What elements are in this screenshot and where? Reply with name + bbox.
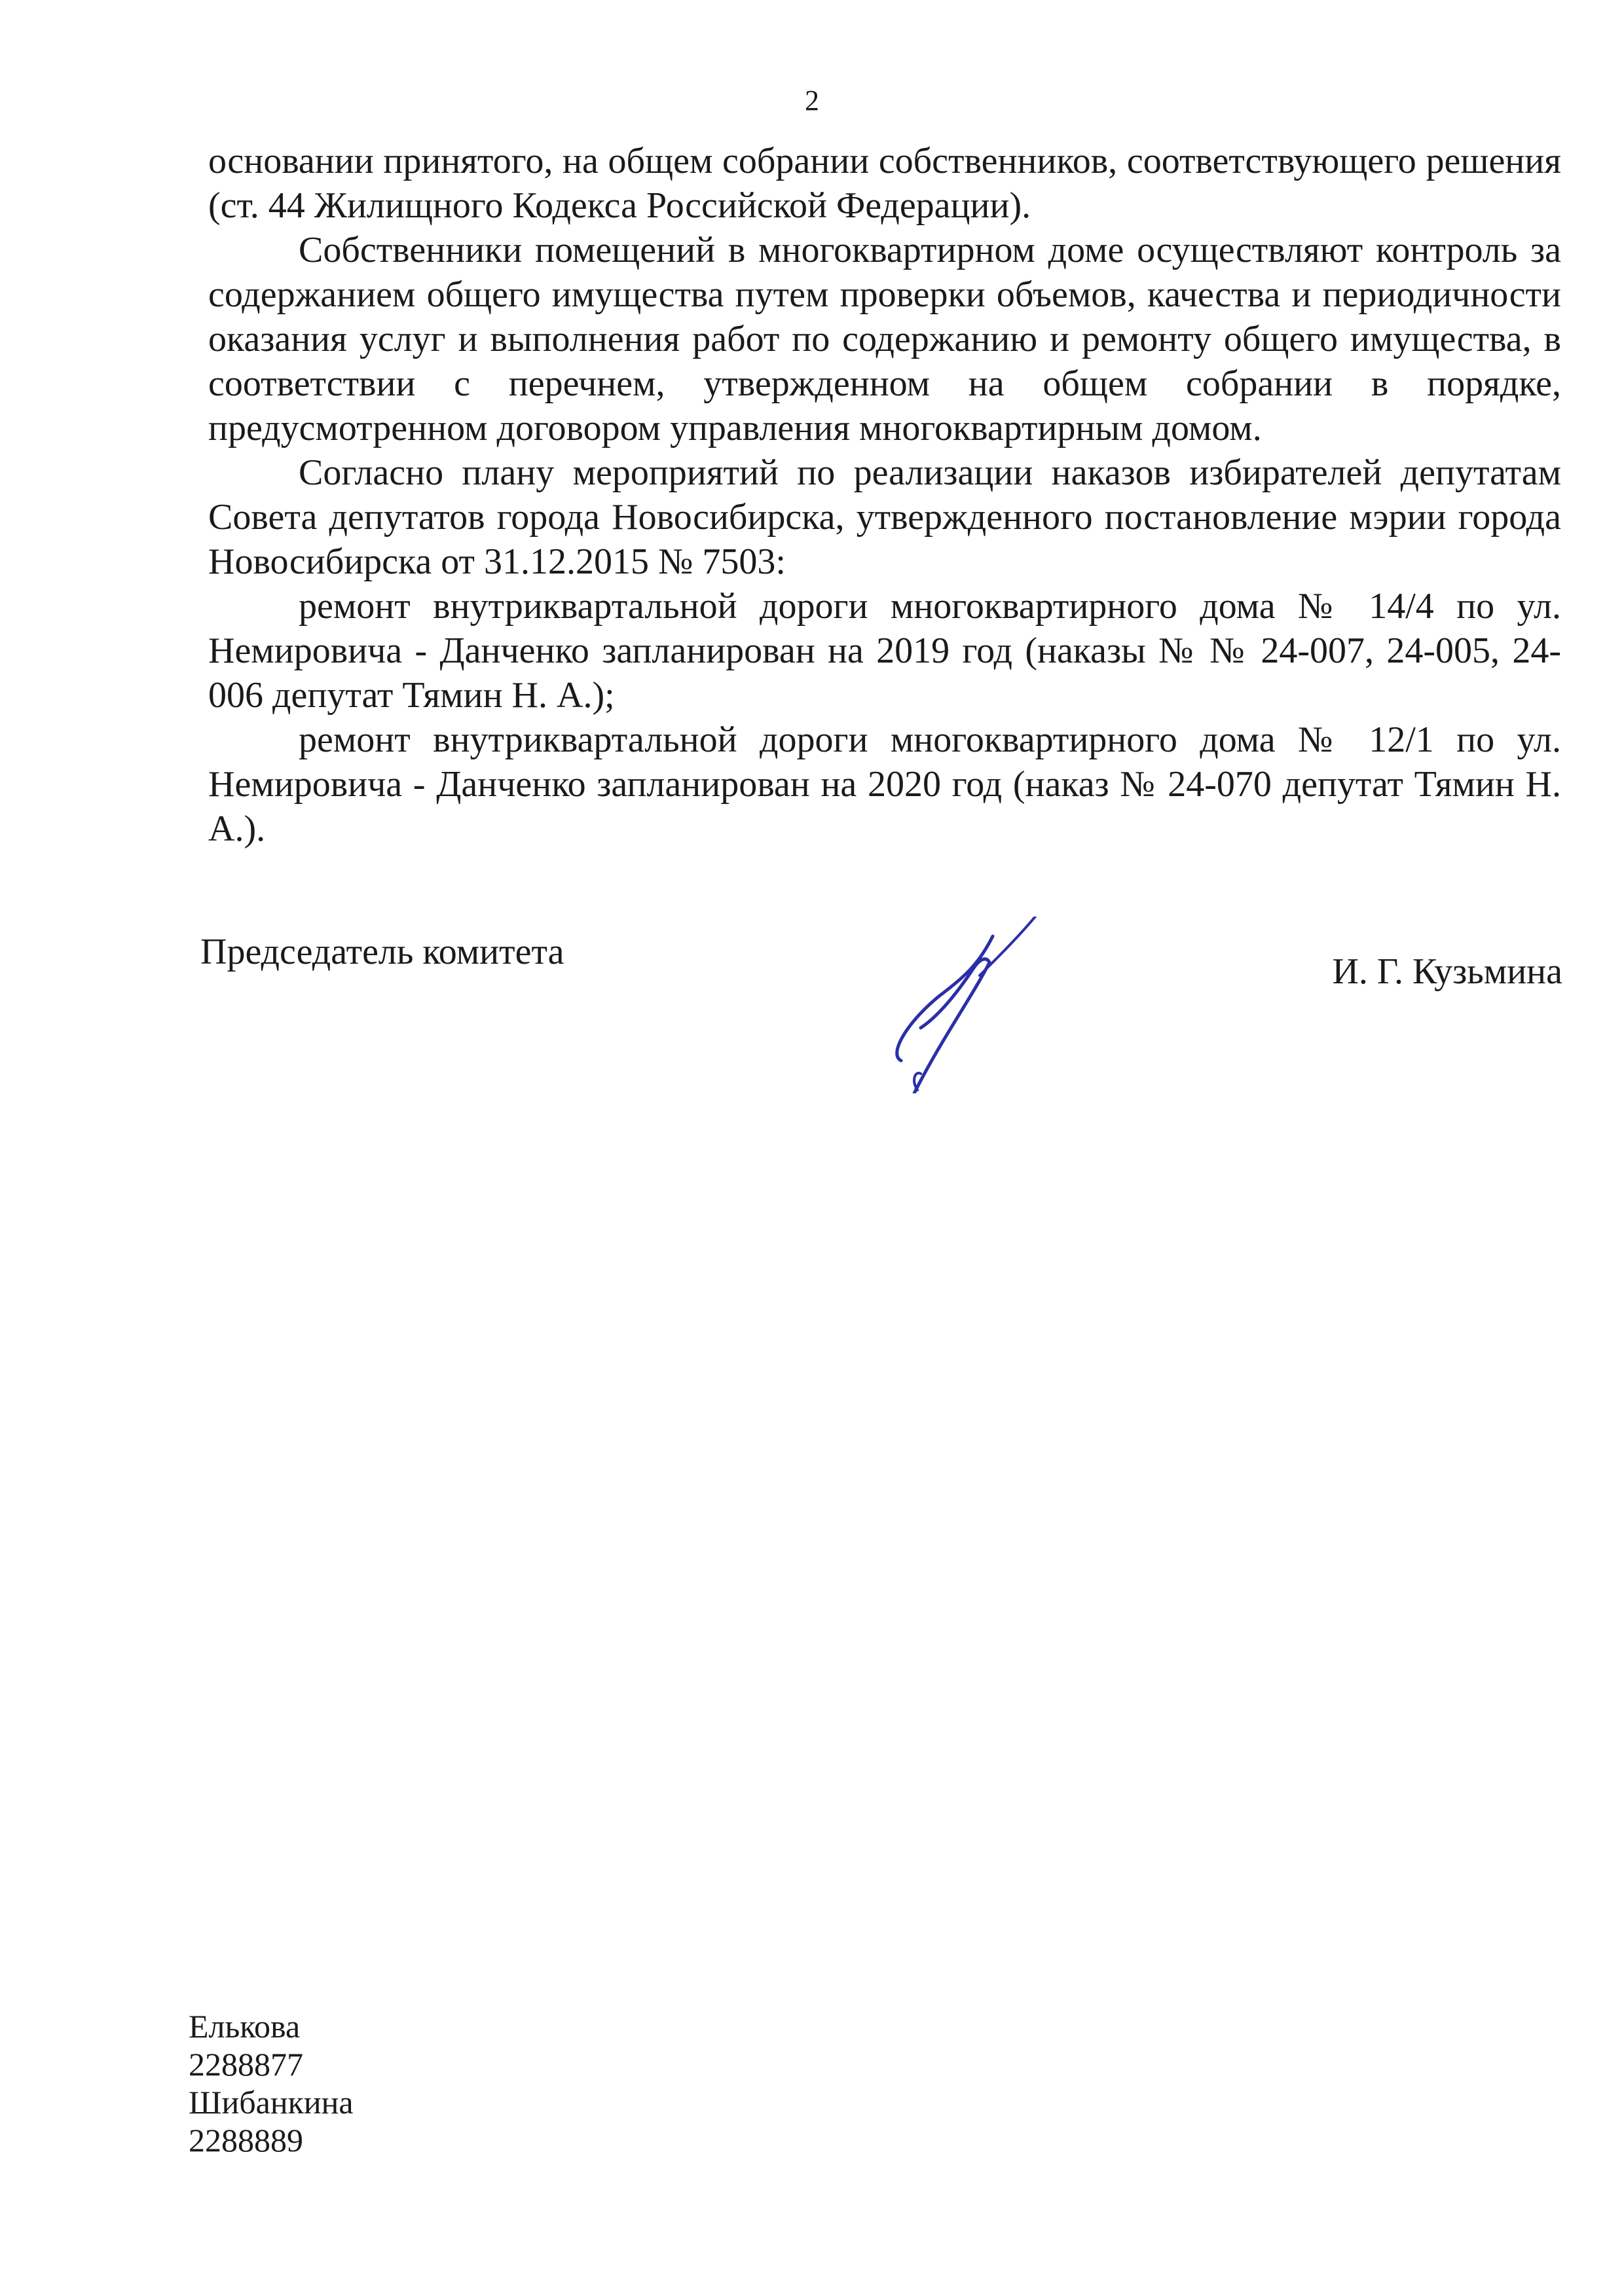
paragraph-continuation: основании принятого, на общем собрании собственников, соответствующего решения (ст. 44 Жилищного Кодекса Российской Федерации). xyxy=(208,141,1561,226)
letter-body xyxy=(208,139,1561,851)
executor-phone-2: 2288889 xyxy=(189,2122,303,2159)
paragraph-repair-12-1: ремонт внутриквартальной дороги многоквартирного дома № 12/1 по ул. Немировича - Данченко запланирован на 2020 год (наказ № 24-070 депутат Тямин Н. А.). xyxy=(208,720,1561,849)
executor-phone-1: 2288877 xyxy=(189,2046,303,2083)
paragraph-plan: Согласно плану мероприятий по реализации наказов избирателей депутатам Совета депутатов города Новосибирска, утвержденного постановление мэрии города Новосибирска от 31.12.2015 № 7503: xyxy=(208,452,1561,582)
paragraph-repair-14-4: ремонт внутриквартальной дороги многоквартирного дома № 14/4 по ул. Немировича - Данченко запланирован на 2019 год (наказы № № 24-007, 24-005, 24-006 депутат Тямин Н. А.); xyxy=(208,586,1561,716)
executor-name-2: Шибанкина xyxy=(189,2084,354,2121)
executor-contacts xyxy=(189,2007,354,2159)
handwritten-signature xyxy=(881,917,1039,1093)
executor-name-1: Елькова xyxy=(189,2008,301,2045)
paragraph-owners-control: Собственники помещений в многоквартирном доме осуществляют контроль за содержанием общего имущества путем проверки объемов, качества и периодичности оказания услуг и выполнения работ по содержанию и ремонту общего имущества, в соответствии с перечнем, утвержденном на общем собрании в порядке, предусмотренном договором управления многоквартирным домом. xyxy=(208,230,1561,448)
page-number: 2 xyxy=(805,84,819,117)
signer-name: И. Г. Кузьмина xyxy=(1332,951,1562,992)
signer-title: Председатель комитета xyxy=(200,932,564,972)
signature-block xyxy=(200,930,1562,1100)
